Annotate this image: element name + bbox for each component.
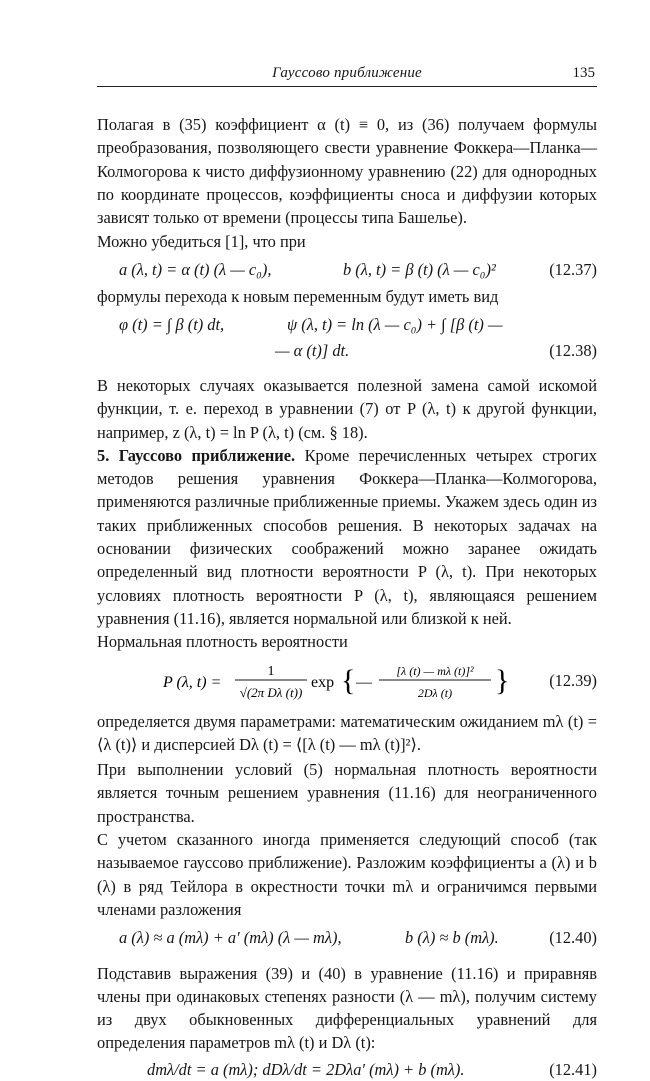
paragraph-4: В некоторых случаях оказывается полезной замена самой искомой функции, т. е. переход в уравнении (7) от P (λ, t) к другой функции, например, z (λ, t) = ln P (λ, t) (см. § 18). bbox=[97, 375, 597, 442]
eq39-minus: — bbox=[356, 673, 372, 691]
eq40-number: (12.40) bbox=[549, 928, 597, 948]
eq37-right: b (λ, t) = β (t) (λ — c₀)² bbox=[343, 259, 496, 279]
paragraph-10: Подставив выражения (39) и (40) в уравнение (11.16) и приравняв члены при одинаковых степенях разности (λ — mλ), получим систему из двух обыкновенных дифференциальных уравнений для определения параметров mλ (t) и Dλ (t): bbox=[97, 963, 597, 1053]
running-title: Гауссово приближение bbox=[272, 65, 422, 81]
paragraph-2: Можно убедиться [1], что при bbox=[97, 232, 306, 252]
paragraph-9: С учетом сказанного иногда применяется следующий способ (так называемое гауссово приближение). Разложим коэффициенты a (λ) и b (λ) в ряд Тейлора в окрестности точки mλ и ограничимся первыми членами разложения bbox=[97, 830, 597, 919]
equation-12-40 bbox=[97, 926, 597, 949]
page-body bbox=[97, 113, 597, 1081]
eq39-right-brace: } bbox=[495, 663, 510, 697]
eq40-right: b (λ) ≈ b (mλ). bbox=[405, 928, 499, 948]
paragraph-5-text: Кроме перечисленных четырех строгих методов решения уравнения Фоккера—Планка—Колмогорова, применяются различные приближенные приемы. Укажем здесь один из таких приближенных способов решения. В некоторых задачах на основании физических соображений можно заранее ожидать определенный вид плотности вероятности P (λ, t). При некоторых условиях плотность вероятности P (λ, t), являющаяся решением уравнения (11.16), является нормальной или близкой к ней. bbox=[97, 445, 598, 628]
eq41-number: (12.41) bbox=[549, 1059, 597, 1079]
eq38-number: (12.38) bbox=[549, 340, 597, 360]
eq39-formula bbox=[97, 657, 597, 707]
eq39-frac-den: 2Dλ (t) bbox=[417, 685, 453, 700]
running-head bbox=[97, 62, 597, 87]
paragraph-7: определяется двумя параметрами: математическим ожиданием mλ (t) = ⟨λ (t)⟩ и дисперсией Dλ (t) = ⟨[λ (t) — mλ (t)]²⟩. bbox=[97, 711, 597, 754]
eq38-line1-left: φ (t) = ∫ β (t) dt, bbox=[119, 315, 225, 335]
section-heading: 5. Гауссово приближение. bbox=[97, 445, 296, 465]
eq38-line2: — α (t)] dt. bbox=[275, 340, 350, 360]
equation-12-41 bbox=[97, 1058, 597, 1081]
eq38-line1-right: ψ (λ, t) = ln (λ — c₀) + ∫ [β (t) — bbox=[287, 315, 503, 335]
paragraph-8: При выполнении условий (5) нормальная плотность вероятности является точным решением уравнения (11.16) для неограниченного пространства. bbox=[97, 760, 597, 826]
equation-12-38-line2 bbox=[97, 339, 597, 362]
eq37-left: a (λ, t) = α (t) (λ — c₀), bbox=[119, 259, 272, 279]
paragraph-3: формулы перехода к новым переменным будут иметь вид bbox=[97, 287, 499, 307]
page-number: 135 bbox=[572, 65, 595, 81]
equation-12-38-line1 bbox=[97, 313, 597, 336]
eq39-left-brace: { bbox=[341, 663, 356, 697]
eq39-coef-den: √(2π Dλ (t)) bbox=[239, 684, 303, 700]
eq39-number: (12.39) bbox=[549, 670, 597, 690]
paragraph-1: Полагая в (35) коэффициент α (t) ≡ 0, из (36) получаем формулы преобразования, позволяющего свести уравнение Фоккера—Планка—Колмогорова к чисто диффузионному уравнению (22) для однородных по координате процессов, коэффициенты сноса и диффузии которых зависят только от времени (процессы типа Башелье). bbox=[97, 115, 597, 228]
paragraph-5 bbox=[97, 444, 597, 630]
eq39-coef-num: 1 bbox=[267, 663, 275, 679]
eq41-text: dmλ/dt = a (mλ); dDλ/dt = 2Dλa′ (mλ) + b (mλ). bbox=[147, 1059, 465, 1079]
eq37-number: (12.37) bbox=[549, 259, 597, 279]
paragraph-6: Нормальная плотность вероятности bbox=[97, 632, 348, 652]
equation-12-37 bbox=[97, 258, 597, 281]
equation-12-39 bbox=[97, 657, 597, 707]
eq39-lhs: P (λ, t) = bbox=[163, 673, 222, 691]
eq39-exp: exp bbox=[311, 673, 335, 691]
eq39-frac-num: [λ (t) — mλ (t)]² bbox=[396, 663, 474, 678]
eq40-left: a (λ) ≈ a (mλ) + a′ (mλ) (λ — mλ), bbox=[119, 928, 342, 948]
